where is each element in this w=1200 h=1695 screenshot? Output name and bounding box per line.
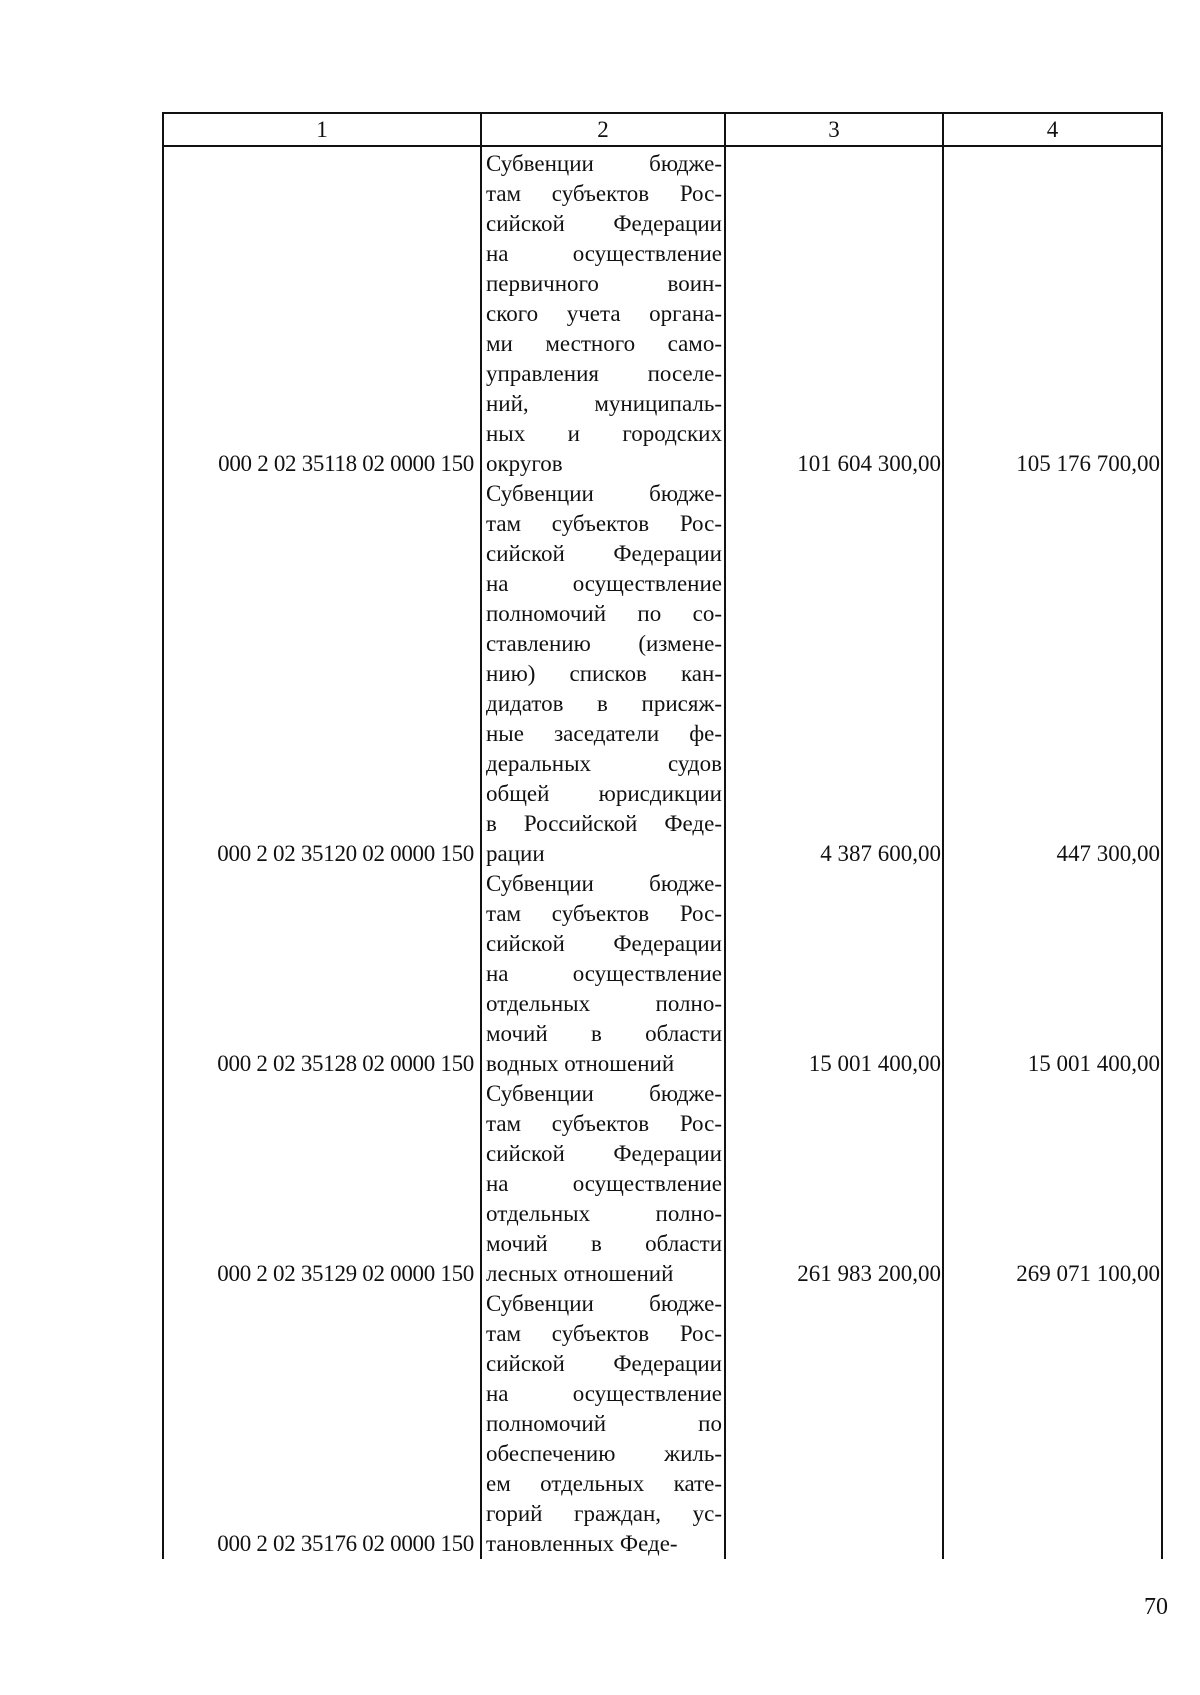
row-name-line: рации (486, 841, 545, 866)
row-code: 000 2 02 35120 02 0000 150 (163, 479, 481, 869)
row-name-line: ных и городских (486, 421, 722, 446)
table-header (163, 113, 1162, 146)
table-row (163, 869, 1162, 1079)
row-name-line: сийской Федерации (486, 211, 722, 236)
budget-table (162, 112, 1163, 1559)
row-name-line: сийской Федерации (486, 1141, 722, 1166)
header-col-4: 4 (943, 113, 1162, 146)
row-name-line: Субвенции бюдже- (486, 151, 722, 176)
row-amount-col4: 269 071 100,00 (943, 1079, 1162, 1289)
row-code: 000 2 02 35129 02 0000 150 (163, 1079, 481, 1289)
row-amount-col4: 15 001 400,00 (943, 869, 1162, 1079)
row-name-line: полномочий по со- (486, 601, 722, 626)
row-name-line: округов (486, 451, 563, 476)
row-name-line: лесных отношений (486, 1261, 674, 1286)
row-name-line: на осуществление (486, 1381, 722, 1406)
row-name-line: сийской Федерации (486, 1351, 722, 1376)
row-name-line: обеспечению жиль- (486, 1441, 722, 1466)
row-name-line: первичного воин- (486, 271, 722, 296)
row-name (481, 1289, 725, 1559)
page-number: 70 (1144, 1594, 1168, 1620)
row-amount-col3 (725, 1289, 943, 1559)
row-name-line: нию) списков кан- (486, 661, 722, 686)
table-row (163, 1289, 1162, 1559)
row-name-line: ний, муниципаль- (486, 391, 722, 416)
row-amount-col3: 261 983 200,00 (725, 1079, 943, 1289)
table-row (163, 1079, 1162, 1289)
row-name-line: Субвенции бюдже- (486, 1081, 722, 1106)
row-name-line: ского учета органа- (486, 301, 722, 326)
row-name-line: на осуществление (486, 571, 722, 596)
row-name-line: там субъектов Рос- (486, 181, 722, 206)
row-name-line: отдельных полно- (486, 1201, 722, 1226)
row-name (481, 1079, 725, 1289)
row-amount-col3: 101 604 300,00 (725, 146, 943, 479)
row-name-line: сийской Федерации (486, 931, 722, 956)
header-col-1: 1 (163, 113, 481, 146)
row-name-line: водных отношений (486, 1051, 675, 1076)
row-name-line: там субъектов Рос- (486, 511, 722, 536)
row-code: 000 2 02 35118 02 0000 150 (163, 146, 481, 479)
row-name-line: ми местного само- (486, 331, 722, 356)
row-name-line: сийской Федерации (486, 541, 722, 566)
row-name-line: полномочий по (486, 1411, 722, 1436)
row-code: 000 2 02 35128 02 0000 150 (163, 869, 481, 1079)
row-code: 000 2 02 35176 02 0000 150 (163, 1289, 481, 1559)
row-name (481, 479, 725, 869)
row-name-line: дидатов в присяж- (486, 691, 722, 716)
row-name-line: на осуществление (486, 961, 722, 986)
row-name-line: на осуществление (486, 1171, 722, 1196)
row-name-line: Субвенции бюдже- (486, 871, 722, 896)
row-name-line: деральных судов (486, 751, 722, 776)
row-name (481, 869, 725, 1079)
row-name-line: там субъектов Рос- (486, 1111, 722, 1136)
row-amount-col4: 105 176 700,00 (943, 146, 1162, 479)
row-name-line: отдельных полно- (486, 991, 722, 1016)
table-body (163, 146, 1162, 1559)
row-name (481, 146, 725, 479)
row-name-line: горий граждан, ус- (486, 1501, 722, 1526)
row-name-line: там субъектов Рос- (486, 901, 722, 926)
row-amount-col4 (943, 1289, 1162, 1559)
row-name-line: ставлению (измене- (486, 631, 722, 656)
row-name-line: Субвенции бюдже- (486, 1291, 722, 1316)
table-row (163, 479, 1162, 869)
row-name-line: тановленных Феде- (486, 1531, 678, 1556)
row-name-line: Субвенции бюдже- (486, 481, 722, 506)
row-name-line: управления поселе- (486, 361, 722, 386)
row-name-line: ные заседатели фе- (486, 721, 722, 746)
row-amount-col3: 15 001 400,00 (725, 869, 943, 1079)
row-amount-col3: 4 387 600,00 (725, 479, 943, 869)
row-name-line: мочий в области (486, 1021, 722, 1046)
row-name-line: мочий в области (486, 1231, 722, 1256)
row-name-line: ем отдельных кате- (486, 1471, 722, 1496)
table-row (163, 146, 1162, 479)
header-col-3: 3 (725, 113, 943, 146)
row-name-line: там субъектов Рос- (486, 1321, 722, 1346)
row-name-line: общей юрисдикции (486, 781, 722, 806)
row-name-line: на осуществление (486, 241, 722, 266)
row-name-line: в Российской Феде- (486, 811, 722, 836)
header-col-2: 2 (481, 113, 725, 146)
row-amount-col4: 447 300,00 (943, 479, 1162, 869)
